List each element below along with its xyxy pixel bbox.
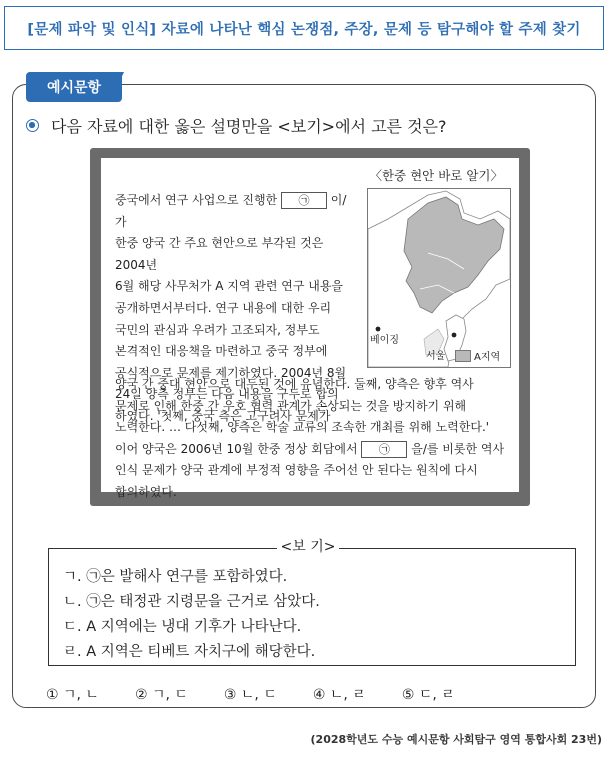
source-line: 노력한다. … 다섯째, 양측은 학술 교류의 조속한 개최를 위해 노력한다.' xyxy=(115,420,490,435)
question-stem xyxy=(26,114,446,137)
source-title: 〈한중 현안 바로 알기〉 xyxy=(369,168,503,183)
source-line: 한중 양국 간 주요 현안으로 부각된 것은 2004년 xyxy=(115,236,324,272)
blank-marker: ㉠ xyxy=(281,192,327,209)
bogi-box xyxy=(48,548,576,666)
source-line: 하였다. '첫째, 중국 측은 고구려사 문제가 xyxy=(115,408,331,423)
source-line: 인식 문제가 양국 관계에 부정적 영향을 주어선 안 된다는 원칙에 다시 xyxy=(115,463,478,478)
source-line: 이어 양국은 2006년 10월 한중 정상 회담에서 ㉠ 을/를 비롯한 역사 xyxy=(115,441,505,456)
source-line: 중국에서 연구 사업으로 진행한 ㉠ 이/가 xyxy=(115,193,347,229)
source-line: 양국 간 중대 현안으로 대두된 것에 유념한다. 둘째, 양측은 향후 역사 xyxy=(115,377,474,391)
legend-swatch xyxy=(455,350,471,362)
answer-choices xyxy=(46,684,491,704)
source-line: 문제로 인해 한중 간 우호 협력 관계가 손상되는 것을 방지하기 위해 xyxy=(115,398,467,413)
seoul-dot xyxy=(452,333,457,338)
seoul-label: 서울 xyxy=(426,351,446,362)
source-line: 24일 양측 정부는 다음 내용을 구두로 합의 xyxy=(115,387,339,402)
choice-5[interactable]: ⑤ ㄷ, ㄹ xyxy=(401,687,455,703)
source-line: 6월 해당 사무처가 A 지역 관련 연구 내용을 xyxy=(115,279,344,294)
source-line: 공식적으로 문제를 제기하였다. 2004년 8월 xyxy=(115,365,347,380)
source-content xyxy=(101,158,519,499)
example-tab xyxy=(26,72,122,102)
section-header-text: [문제 파악 및 인식] 자료에 나타난 핵심 논쟁점, 주장, 문제 등 탐구해야 할 주제 찾기 xyxy=(27,21,581,38)
source-full-paragraph xyxy=(115,374,509,504)
tab-notch xyxy=(110,72,124,102)
source-line: 합의하였다. xyxy=(115,484,177,499)
region-map xyxy=(367,188,511,368)
choice-3[interactable]: ③ ㄴ, ㄷ xyxy=(223,687,277,703)
example-tab-label: 예시문항 xyxy=(46,80,102,96)
section-header xyxy=(4,6,604,50)
source-line: 본격적인 대응책을 마련하고 중국 정부에 xyxy=(115,344,328,359)
bogi-item: ㄴ. ㉠은 태정관 지령문을 근거로 삼았다. xyxy=(63,594,320,610)
beijing-label: 베이징 xyxy=(370,335,399,346)
question-text: 다음 자료에 대한 옳은 설명만을 <보기>에서 고른 것은? xyxy=(51,117,447,136)
source-line: 공개하면서부터다. 연구 내용에 대한 우리 xyxy=(115,300,332,315)
source-line: 국민의 관심과 우려가 고조되자, 정부도 xyxy=(115,322,320,337)
bogi-title: <보 기> xyxy=(0,536,616,556)
radio-bullet-icon xyxy=(26,119,39,132)
bogi-item: ㄱ. ㉠은 발해사 연구를 포함하였다. xyxy=(63,569,288,585)
choice-4[interactable]: ④ ㄴ, ㄹ xyxy=(312,687,366,703)
legend-label: A지역 xyxy=(474,352,501,363)
source-footnote: (2028학년도 수능 예시문항 사회탐구 영역 통합사회 23번) xyxy=(310,733,602,746)
choice-1[interactable]: ① ㄱ, ㄴ xyxy=(46,687,99,703)
choice-2[interactable]: ② ㄱ, ㄷ xyxy=(134,687,188,703)
bogi-item: ㄷ. A 지역에는 냉대 기후가 나타난다. xyxy=(63,619,302,635)
map-legend xyxy=(455,348,500,363)
blank-marker: ㉠ xyxy=(361,441,407,458)
bogi-item: ㄹ. A 지역은 티베트 자치구에 해당한다. xyxy=(63,644,316,660)
